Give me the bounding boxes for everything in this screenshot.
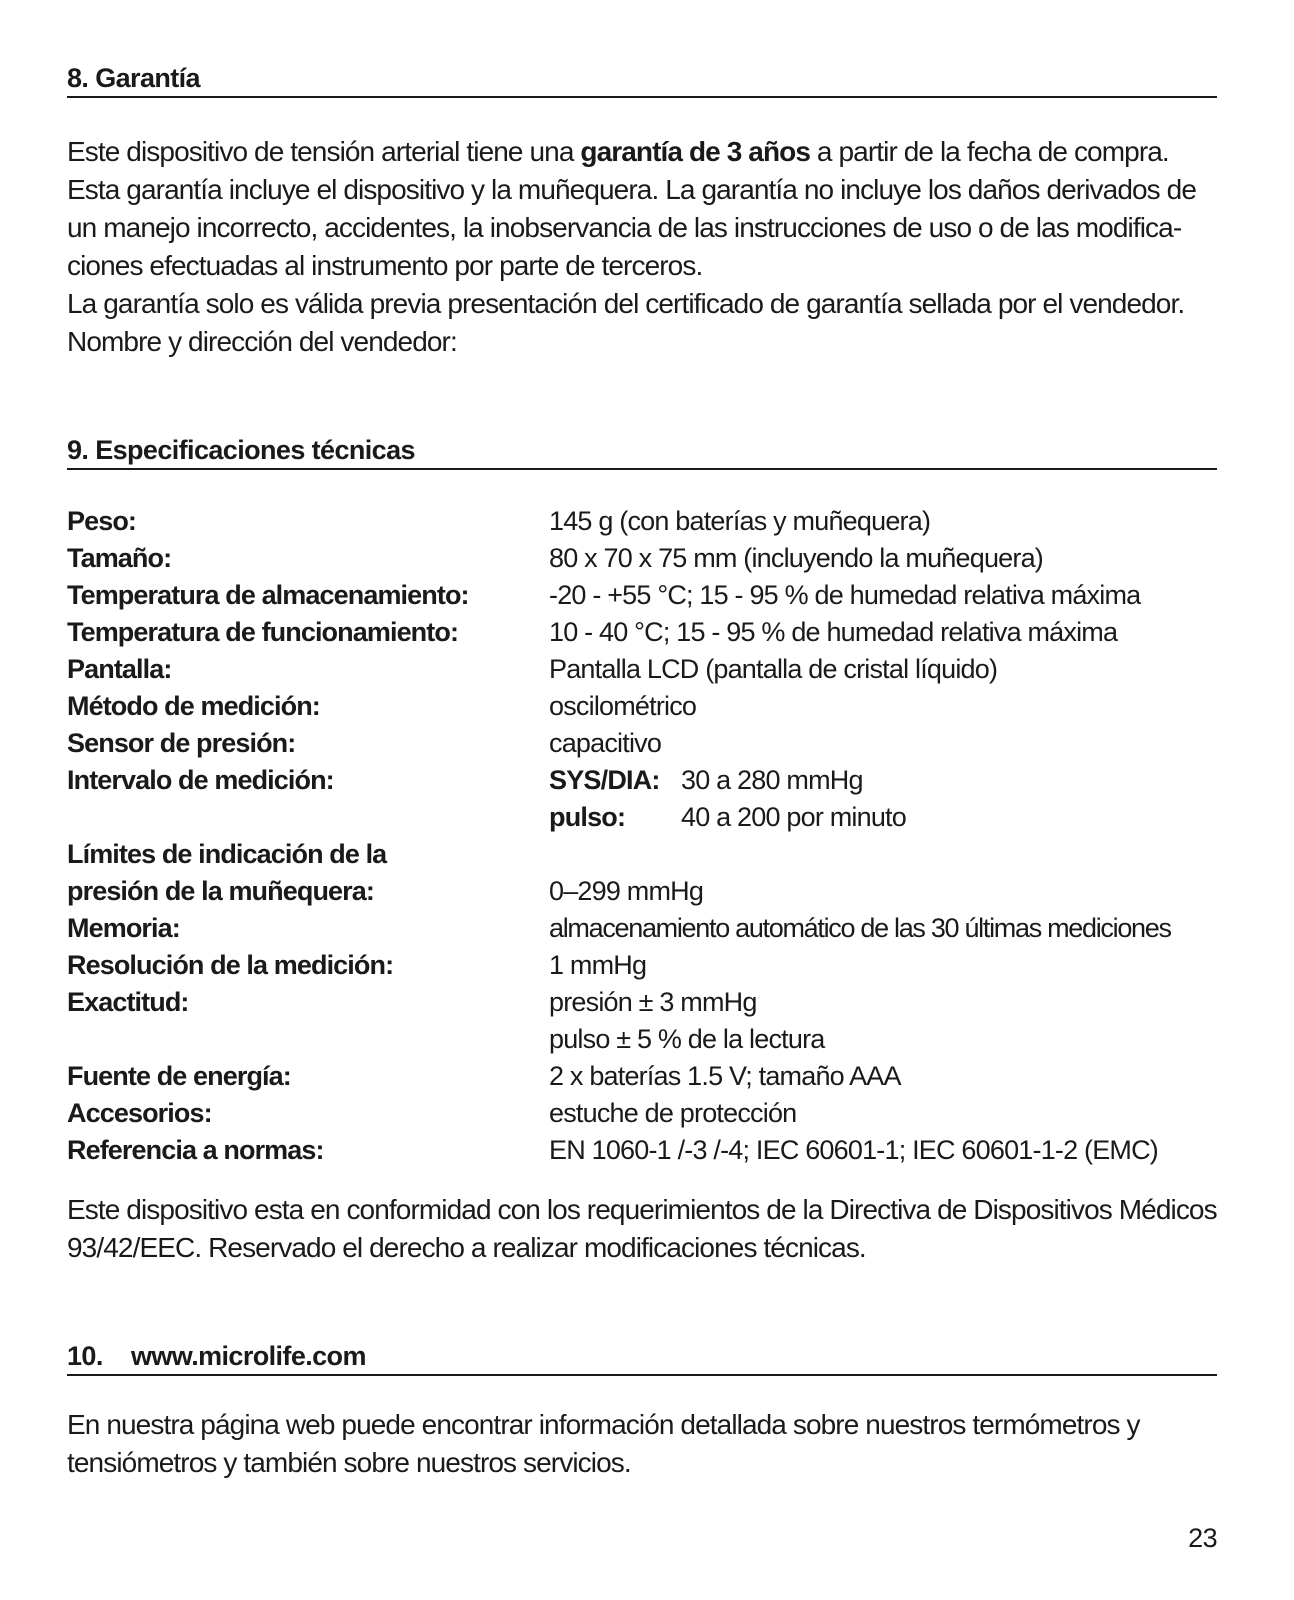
warranty-paragraph-1: Este dispositivo de tensión arterial tiene una garantía de 3 años a partir de la fecha de compra. Esta garantía incluye el dispositivo y la muñequera. La garantía no incluye los daños derivados de un manejo incorrecto, accidentes, la inobservancia de las instrucciones de uso o de las modificaciones efectuadas al instrumento por parte de terceros. [67, 136, 1196, 281]
website-link[interactable]: www.microlife.com [131, 1341, 366, 1371]
sys-dia-value: 30 a 280 mmHg [681, 765, 863, 795]
section-8-heading: 8. Garantía [67, 62, 1217, 98]
section-10-heading [67, 1340, 1217, 1376]
conformity-text: Este dispositivo esta en conformidad con los requerimientos de la Directiva de Dispositivos Médicos 93/42/EEC. Reservado el derecho a realizar modificaciones técnicas. [67, 1194, 1217, 1263]
spec-label-line: Límites de indicación de la [67, 839, 387, 869]
spec-row-intervalo [67, 762, 1227, 836]
accuracy-pulse: pulso ± 5 % de la lectura [549, 1024, 825, 1054]
spec-row-fuente [67, 1058, 1227, 1095]
spec-value: oscilométrico [549, 691, 697, 721]
spec-row-memoria [67, 910, 1227, 947]
warranty-duration: garantía de 3 años [580, 136, 811, 167]
spec-label-line: presión de la muñequera: [67, 876, 374, 906]
spec-row-limites [67, 836, 1227, 910]
section-10-number: 10. [67, 1341, 103, 1371]
spec-value: -20 - +55 °C; 15 - 95 % de humedad relativa máxima [549, 580, 1141, 610]
spec-label: Método de medición: [67, 691, 320, 721]
page-number: 23 [1188, 1523, 1217, 1553]
spec-value: EN 1060-1 /-3 /-4; IEC 60601-1; IEC 60601-1-2 (EMC) [549, 1135, 1158, 1165]
spec-label: Intervalo de medición: [67, 765, 334, 795]
spec-label: Accesorios: [67, 1098, 212, 1128]
spec-label: Temperatura de funcionamiento: [67, 617, 459, 647]
warranty-paragraph-2: La garantía solo es válida previa presentación del certificado de garantía sellada por el vendedor. [67, 288, 1185, 319]
spec-value: 2 x baterías 1.5 V; tamaño AAA [549, 1061, 901, 1091]
spec-label: Resolución de la medición: [67, 950, 394, 980]
spec-value: 80 x 70 x 75 mm (incluyendo la muñequera) [549, 543, 1043, 573]
spec-label: Temperatura de almacenamiento: [67, 580, 469, 610]
spec-row-almacenamiento [67, 577, 1227, 614]
spec-label: Pantalla: [67, 654, 172, 684]
spec-label: Sensor de presión: [67, 728, 296, 758]
website-text: En nuestra página web puede encontrar información detallada sobre nuestros termómetros y tensiómetros y también sobre nuestros servicios. [67, 1409, 1140, 1478]
spec-row-normas [67, 1132, 1227, 1169]
seller-name-address-label: Nombre y dirección del vendedor: [67, 326, 457, 357]
spec-value [549, 762, 1227, 836]
spec-value [549, 836, 1227, 910]
spec-label [67, 836, 549, 910]
spec-label: Tamaño: [67, 543, 172, 573]
specs-table [67, 503, 1227, 1169]
spec-row-tamano [67, 540, 1227, 577]
spec-value: 1 mmHg [549, 950, 647, 980]
spec-value: capacitivo [549, 728, 662, 758]
spec-label: Referencia a normas: [67, 1135, 324, 1165]
sys-dia-range [549, 762, 1227, 799]
pulse-range [549, 799, 1227, 836]
spec-label: Memoria: [67, 913, 180, 943]
pulse-key: pulso: [549, 802, 626, 832]
spec-value [549, 984, 1227, 1058]
spec-row-peso [67, 503, 1227, 540]
pulse-value: 40 a 200 por minuto [681, 802, 906, 832]
spec-label: Fuente de energía: [67, 1061, 291, 1091]
spec-row-sensor [67, 725, 1227, 762]
spec-value-text: 0–299 mmHg [549, 876, 704, 906]
section-9-heading: 9. Especificaciones técnicas [67, 434, 1217, 470]
spec-row-exactitud [67, 984, 1227, 1058]
spec-value: 10 - 40 °C; 15 - 95 % de humedad relativa máxima [549, 617, 1118, 647]
warranty-text [67, 133, 1227, 361]
spec-row-metodo [67, 688, 1227, 725]
spec-row-pantalla [67, 651, 1227, 688]
spec-row-resolucion [67, 947, 1227, 984]
spec-value: Pantalla LCD (pantalla de cristal líquido) [549, 654, 998, 684]
spec-value: 145 g (con baterías y muñequera) [549, 506, 931, 536]
spec-value: estuche de protección [549, 1098, 797, 1128]
spec-value: almacenamiento automático de las 30 últimas mediciones [549, 913, 1171, 943]
spec-label: Peso: [67, 506, 137, 536]
spec-row-funcionamiento [67, 614, 1227, 651]
spec-label: Exactitud: [67, 987, 189, 1017]
sys-dia-key: SYS/DIA: [549, 765, 660, 795]
accuracy-pressure: presión ± 3 mmHg [549, 987, 757, 1017]
spec-row-accesorios [67, 1095, 1227, 1132]
